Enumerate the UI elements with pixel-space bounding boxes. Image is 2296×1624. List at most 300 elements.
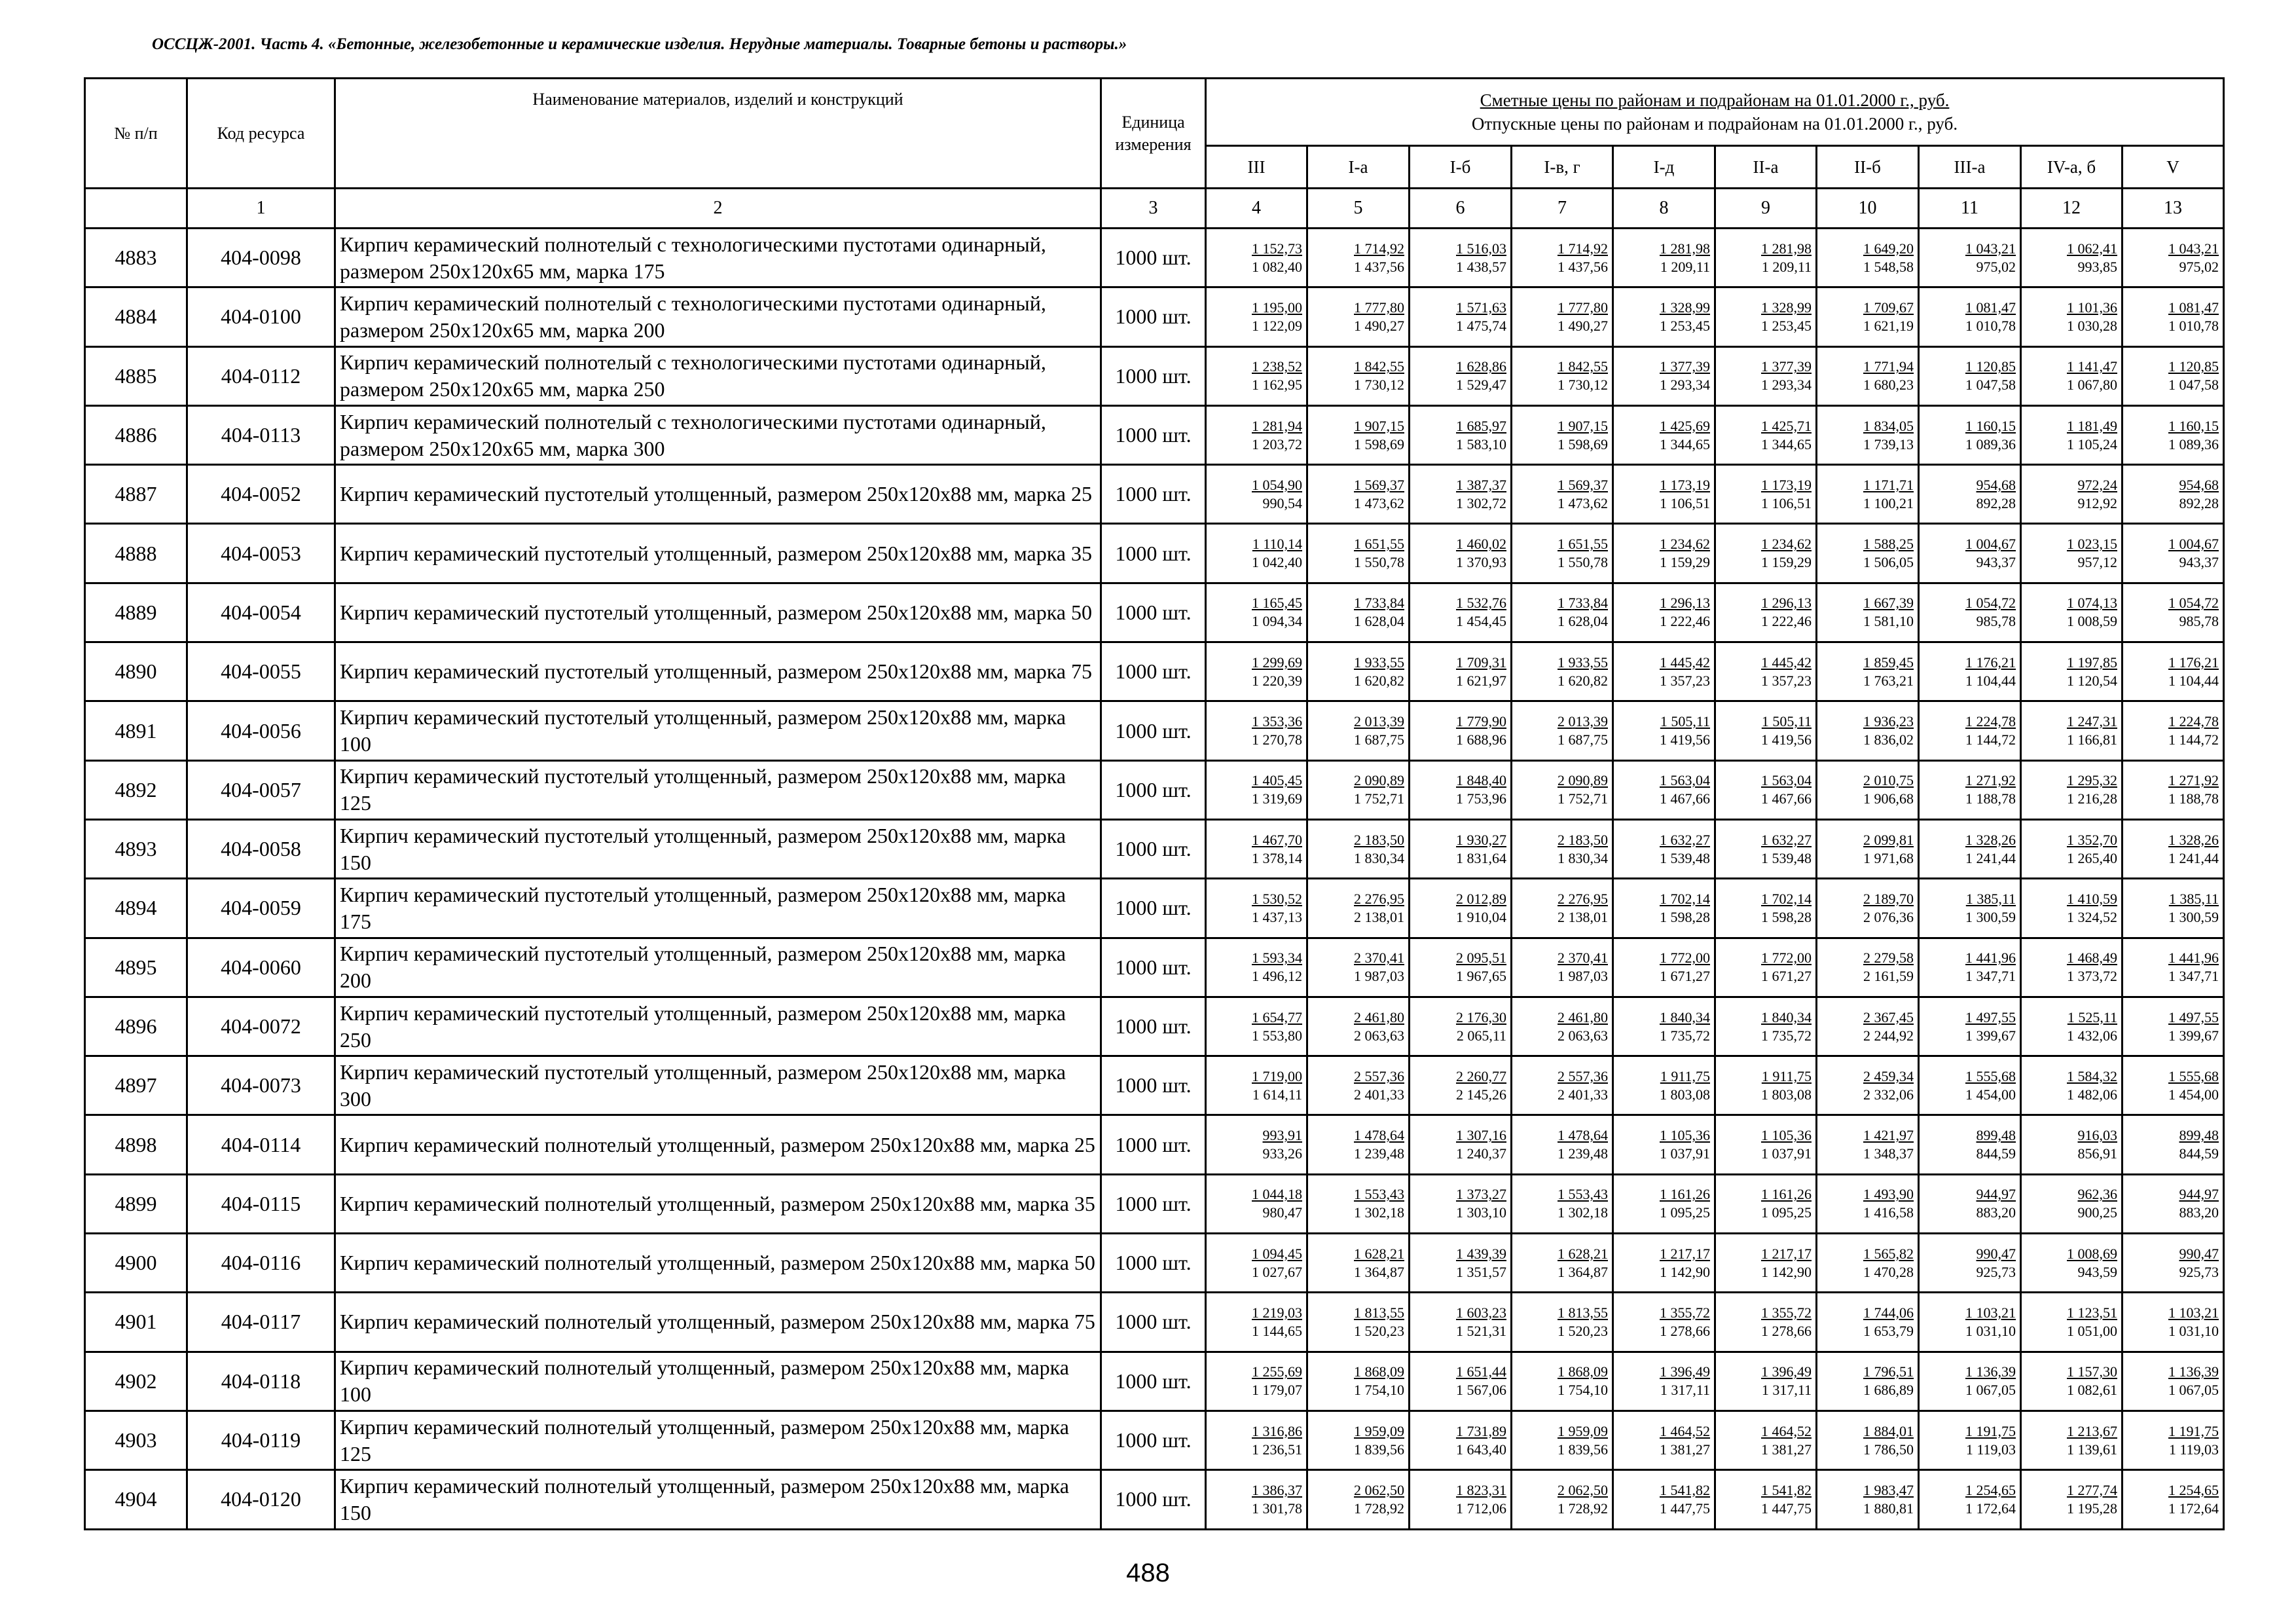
release-price: 1 300,59	[2168, 908, 2219, 925]
material-name: Кирпич керамический пустотелый утолщенный, размером 250х120х88 мм, марка 100	[335, 701, 1101, 760]
release-price: 1 583,10	[1456, 435, 1506, 452]
estimate-price: 1 884,01	[1863, 1422, 1914, 1439]
price-cell	[1817, 1234, 1919, 1293]
material-name: Кирпич керамический полнотелый утолщенный, размером 250х120х88 мм, марка 100	[335, 1352, 1101, 1411]
header-column-number: 7	[1512, 189, 1613, 229]
release-price: 1 437,56	[1558, 258, 1608, 275]
price-cell	[1307, 346, 1410, 405]
estimate-price: 1 667,39	[1863, 595, 1914, 612]
price-cell	[1715, 1115, 1817, 1174]
release-price: 1 735,72	[1761, 1027, 1812, 1044]
measure-unit: 1000 шт.	[1101, 879, 1206, 938]
price-cell	[1613, 1470, 1715, 1529]
price-cell	[1206, 1115, 1307, 1174]
release-price: 1 550,78	[1558, 554, 1608, 571]
estimate-price: 1 569,37	[1354, 476, 1404, 493]
price-cell	[1206, 1293, 1307, 1352]
estimate-price: 1 840,34	[1660, 1008, 1710, 1025]
estimate-price: 1 744,06	[1863, 1304, 1914, 1321]
estimate-price: 2 095,51	[1456, 950, 1506, 967]
release-price: 1 317,11	[1660, 1382, 1710, 1399]
header-column-number: 1	[187, 189, 335, 229]
resource-code: 404-0118	[187, 1352, 335, 1411]
release-price: 1 712,06	[1456, 1500, 1506, 1517]
estimate-price: 1 445,42	[1761, 654, 1812, 671]
release-price: 844,59	[1976, 1145, 2016, 1162]
estimate-price: 1 569,37	[1558, 476, 1608, 493]
measure-unit: 1000 шт.	[1101, 1234, 1206, 1293]
price-cell	[1613, 1293, 1715, 1352]
release-price: 1 754,10	[1558, 1382, 1608, 1399]
estimate-price: 1 213,67	[2067, 1422, 2117, 1439]
release-price: 1 839,56	[1354, 1441, 1404, 1458]
price-cell	[1817, 346, 1919, 405]
header-prices	[1206, 79, 2224, 146]
release-price: 1 162,95	[1252, 377, 1302, 394]
release-price: 1 082,61	[2067, 1382, 2117, 1399]
estimate-price: 1 959,09	[1558, 1422, 1608, 1439]
price-cell	[1613, 1411, 1715, 1469]
release-price: 1 399,67	[2168, 1027, 2219, 1044]
price-cell	[2021, 1293, 2123, 1352]
price-cell	[1817, 997, 1919, 1056]
release-price: 1 008,59	[2067, 613, 2117, 630]
price-cell	[2123, 524, 2224, 583]
price-cell	[1919, 819, 2021, 878]
price-cell	[1715, 1470, 1817, 1529]
price-cell	[2021, 583, 2123, 642]
estimate-price: 944,97	[1976, 1186, 2016, 1203]
price-cell	[1410, 701, 1512, 760]
row-number: 4884	[85, 287, 187, 346]
header-region: I-д	[1613, 146, 1715, 189]
estimate-price: 1 377,39	[1761, 358, 1812, 375]
release-price: 1 437,56	[1354, 258, 1404, 275]
header-region: II-а	[1715, 146, 1817, 189]
estimate-price: 1 460,02	[1456, 536, 1506, 553]
material-name: Кирпич керамический пустотелый утолщенный, размером 250х120х88 мм, марка 50	[335, 583, 1101, 642]
price-cell	[1919, 760, 2021, 819]
estimate-price: 1 563,04	[1761, 772, 1812, 789]
release-price: 1 203,72	[1252, 435, 1302, 452]
price-cell	[1512, 1411, 1613, 1469]
release-price: 1 348,37	[1863, 1145, 1914, 1162]
estimate-price: 1 353,36	[1252, 713, 1302, 730]
price-cell	[1715, 1293, 1817, 1352]
price-cell	[2123, 1056, 2224, 1115]
estimate-price: 1 464,52	[1660, 1422, 1710, 1439]
estimate-price: 1 405,45	[1252, 772, 1302, 789]
estimate-price: 1 197,85	[2067, 654, 2117, 671]
release-price: 1 364,87	[1354, 1263, 1404, 1280]
resource-code: 404-0060	[187, 938, 335, 997]
release-price: 1 688,96	[1456, 731, 1506, 748]
price-cell	[1410, 938, 1512, 997]
material-name: Кирпич керамический полнотелый утолщенный, размером 250х120х88 мм, марка 50	[335, 1234, 1101, 1293]
estimate-price: 1 160,15	[2168, 417, 2219, 434]
release-price: 1 047,58	[2168, 377, 2219, 394]
estimate-price: 1 355,72	[1660, 1304, 1710, 1321]
estimate-price: 1 467,70	[1252, 831, 1302, 848]
price-cell	[1817, 287, 1919, 346]
estimate-price: 1 023,15	[2067, 536, 2117, 553]
table-row	[85, 1293, 2224, 1352]
price-cell	[2123, 938, 2224, 997]
table-row	[85, 1115, 2224, 1174]
measure-unit: 1000 шт.	[1101, 997, 1206, 1056]
release-price: 1 447,75	[1761, 1500, 1812, 1517]
price-cell	[1613, 1174, 1715, 1233]
price-cell	[1512, 405, 1613, 464]
row-number: 4889	[85, 583, 187, 642]
release-price: 1 344,65	[1761, 435, 1812, 452]
material-name: Кирпич керамический пустотелый утолщенный, размером 250х120х88 мм, марка 25	[335, 465, 1101, 524]
release-price: 1 047,58	[1965, 377, 2016, 394]
table-row	[85, 583, 2224, 642]
price-cell	[1613, 1352, 1715, 1411]
header-column-number: 5	[1307, 189, 1410, 229]
estimate-price: 1 911,75	[1761, 1067, 1812, 1084]
price-cell	[1206, 405, 1307, 464]
estimate-price: 1 868,09	[1354, 1363, 1404, 1380]
estimate-price: 1 165,45	[1252, 595, 1302, 612]
estimate-price: 1 224,78	[2168, 713, 2219, 730]
estimate-price: 1 516,03	[1456, 240, 1506, 257]
estimate-price: 2 062,50	[1558, 1481, 1608, 1498]
price-cell	[1410, 524, 1512, 583]
price-cell	[1919, 1234, 2021, 1293]
release-price: 1 347,71	[1965, 968, 2016, 985]
estimate-price: 1 094,45	[1252, 1245, 1302, 1262]
estimate-price: 1 772,00	[1660, 950, 1710, 967]
release-price: 1 910,04	[1456, 908, 1506, 925]
estimate-price: 1 176,21	[2168, 654, 2219, 671]
row-number: 4894	[85, 879, 187, 938]
estimate-price: 2 062,50	[1354, 1481, 1404, 1498]
price-cell	[1410, 879, 1512, 938]
resource-code: 404-0112	[187, 346, 335, 405]
row-number: 4897	[85, 1056, 187, 1115]
release-price: 1 831,64	[1456, 849, 1506, 866]
release-price: 1 621,97	[1456, 672, 1506, 689]
release-price: 990,54	[1262, 494, 1302, 511]
price-cell	[1307, 1234, 1410, 1293]
price-cell	[1512, 997, 1613, 1056]
estimate-price: 2 276,95	[1558, 890, 1608, 907]
estimate-price: 1 468,49	[2067, 950, 2117, 967]
price-cell	[1410, 1470, 1512, 1529]
release-price: 1 357,23	[1660, 672, 1710, 689]
resource-code: 404-0053	[187, 524, 335, 583]
row-number: 4892	[85, 760, 187, 819]
header-column-number: 3	[1101, 189, 1206, 229]
row-number: 4888	[85, 524, 187, 583]
estimate-price: 1 421,97	[1863, 1127, 1914, 1144]
estimate-price: 1 191,75	[1965, 1422, 2016, 1439]
release-price: 1 042,40	[1252, 554, 1302, 571]
price-cell	[1206, 760, 1307, 819]
price-cell	[1715, 524, 1817, 583]
price-cell	[1613, 287, 1715, 346]
release-price: 1 454,00	[2168, 1086, 2219, 1103]
price-cell	[1307, 1293, 1410, 1352]
release-price: 1 643,40	[1456, 1441, 1506, 1458]
price-cell	[1206, 879, 1307, 938]
estimate-price: 1 352,70	[2067, 831, 2117, 848]
release-price: 1 752,71	[1354, 790, 1404, 807]
price-cell	[1307, 405, 1410, 464]
price-cell	[1715, 642, 1817, 701]
price-cell	[1307, 1115, 1410, 1174]
header-code: Код ресурса	[187, 79, 335, 189]
price-cell	[1919, 287, 2021, 346]
price-cell	[1817, 938, 1919, 997]
estimate-price: 1 295,32	[2067, 772, 2117, 789]
estimate-price: 1 777,80	[1558, 299, 1608, 316]
release-price: 1 317,11	[1761, 1382, 1812, 1399]
price-cell	[1512, 583, 1613, 642]
estimate-price: 1 105,36	[1761, 1127, 1812, 1144]
material-name: Кирпич керамический полнотелый утолщенный, размером 250х120х88 мм, марка 25	[335, 1115, 1101, 1174]
price-cell	[1715, 405, 1817, 464]
estimate-price: 1 355,72	[1761, 1304, 1812, 1321]
price-cell	[1512, 642, 1613, 701]
material-name: Кирпич керамический полнотелый с технологическими пустотами одинарный, размером 250х120х65 мм, марка 200	[335, 287, 1101, 346]
estimate-price: 1 217,17	[1761, 1245, 1812, 1262]
estimate-price: 1 649,20	[1863, 240, 1914, 257]
estimate-price: 1 702,14	[1660, 890, 1710, 907]
price-cell	[1410, 1234, 1512, 1293]
release-price: 1 786,50	[1863, 1441, 1914, 1458]
price-cell	[2123, 997, 2224, 1056]
table-row	[85, 465, 2224, 524]
release-price: 1 300,59	[1965, 908, 2016, 925]
estimate-price: 1 224,78	[1965, 713, 2016, 730]
estimate-price: 899,48	[1976, 1127, 2016, 1144]
table-row	[85, 405, 2224, 464]
price-cell	[1817, 1115, 1919, 1174]
price-cell	[1817, 405, 1919, 464]
release-price: 1 030,28	[2067, 317, 2117, 334]
release-price: 1 089,36	[1965, 435, 2016, 452]
price-cell	[1613, 997, 1715, 1056]
estimate-price: 2 176,30	[1456, 1008, 1506, 1025]
estimate-price: 2 183,50	[1354, 831, 1404, 848]
price-cell	[1206, 465, 1307, 524]
estimate-price: 1 008,69	[2067, 1245, 2117, 1262]
measure-unit: 1000 шт.	[1101, 1115, 1206, 1174]
estimate-price: 1 834,05	[1863, 417, 1914, 434]
row-number: 4902	[85, 1352, 187, 1411]
price-cell	[1919, 346, 2021, 405]
estimate-price: 1 299,69	[1252, 654, 1302, 671]
release-price: 1 104,44	[2168, 672, 2219, 689]
price-cell	[2021, 1411, 2123, 1469]
price-cell	[1817, 229, 1919, 287]
release-price: 1 278,66	[1660, 1322, 1710, 1339]
estimate-price: 1 054,72	[2168, 595, 2219, 612]
price-cell	[1613, 701, 1715, 760]
release-price: 1 581,10	[1863, 613, 1914, 630]
header-region: II-б	[1817, 146, 1919, 189]
price-cell	[1410, 1411, 1512, 1469]
estimate-price: 1 103,21	[2168, 1304, 2219, 1321]
resource-code: 404-0114	[187, 1115, 335, 1174]
release-price: 1 166,81	[2067, 731, 2117, 748]
price-cell	[2123, 819, 2224, 878]
header-num: № п/п	[85, 79, 187, 189]
release-price: 1 621,19	[1863, 317, 1914, 334]
price-cell	[1410, 642, 1512, 701]
price-cell	[1613, 819, 1715, 878]
release-price: 1 490,27	[1558, 317, 1608, 334]
release-price: 1 253,45	[1761, 317, 1812, 334]
price-cell	[1715, 1411, 1817, 1469]
estimate-price: 1 777,80	[1354, 299, 1404, 316]
price-cell	[1512, 879, 1613, 938]
price-cell	[1410, 229, 1512, 287]
estimate-price: 1 441,96	[1965, 950, 2016, 967]
release-price: 1 142,90	[1761, 1263, 1812, 1280]
document-header: ОССЦЖ-2001. Часть 4. «Бетонные, железобетонные и керамические изделия. Нерудные материалы. Товарные бетоны и растворы.»	[152, 35, 1127, 53]
release-price: 925,73	[2179, 1263, 2219, 1280]
estimate-price: 1 044,18	[1252, 1186, 1302, 1203]
header-column-number: 6	[1410, 189, 1512, 229]
estimate-price: 2 012,89	[1456, 890, 1506, 907]
material-name: Кирпич керамический пустотелый утолщенный, размером 250х120х88 мм, марка 175	[335, 879, 1101, 938]
price-cell	[2021, 701, 2123, 760]
material-name: Кирпич керамический полнотелый с технологическими пустотами одинарный, размером 250х120х65 мм, марка 300	[335, 405, 1101, 464]
estimate-price: 1 731,89	[1456, 1422, 1506, 1439]
estimate-price: 1 219,03	[1252, 1304, 1302, 1321]
estimate-price: 1 493,90	[1863, 1186, 1914, 1203]
estimate-price: 1 254,65	[1965, 1481, 2016, 1498]
estimate-price: 1 254,65	[2168, 1481, 2219, 1498]
estimate-price: 1 628,21	[1558, 1245, 1608, 1262]
release-price: 2 145,26	[1456, 1086, 1506, 1103]
price-cell	[1613, 1056, 1715, 1115]
material-name: Кирпич керамический пустотелый утолщенный, размером 250х120х88 мм, марка 125	[335, 760, 1101, 819]
row-number: 4886	[85, 405, 187, 464]
release-price: 1 195,28	[2067, 1500, 2117, 1517]
price-cell	[2021, 1352, 2123, 1411]
price-cell	[2123, 583, 2224, 642]
release-price: 1 240,37	[1456, 1145, 1506, 1162]
price-cell	[1715, 1352, 1817, 1411]
estimate-price: 1 714,92	[1354, 240, 1404, 257]
estimate-price: 1 425,71	[1761, 417, 1812, 434]
release-price: 1 728,92	[1558, 1500, 1608, 1517]
estimate-price: 1 173,19	[1761, 476, 1812, 493]
table-row	[85, 879, 2224, 938]
estimate-price: 944,97	[2179, 1186, 2219, 1203]
measure-unit: 1000 шт.	[1101, 760, 1206, 819]
release-price: 1 067,05	[2168, 1382, 2219, 1399]
price-cell	[1919, 997, 2021, 1056]
release-price: 1 598,69	[1558, 435, 1608, 452]
row-number: 4895	[85, 938, 187, 997]
release-price: 1 278,66	[1761, 1322, 1812, 1339]
release-price: 1 100,21	[1863, 494, 1914, 511]
release-price: 1 614,11	[1252, 1086, 1302, 1103]
estimate-price: 1 271,92	[2168, 772, 2219, 789]
header-column-number: 2	[335, 189, 1101, 229]
price-cell	[1512, 1234, 1613, 1293]
release-price: 1 620,82	[1558, 672, 1608, 689]
price-cell	[1817, 465, 1919, 524]
price-cell	[2021, 346, 2123, 405]
price-cell	[1817, 524, 1919, 583]
estimate-price: 1 386,37	[1252, 1481, 1302, 1498]
row-number: 4898	[85, 1115, 187, 1174]
estimate-price: 1 868,09	[1558, 1363, 1608, 1380]
release-price: 844,59	[2179, 1145, 2219, 1162]
estimate-price: 1 464,52	[1761, 1422, 1812, 1439]
resource-code: 404-0057	[187, 760, 335, 819]
estimate-price: 1 565,82	[1863, 1245, 1914, 1262]
release-price: 1 120,54	[2067, 672, 2117, 689]
estimate-price: 1 296,13	[1761, 595, 1812, 612]
price-cell	[1715, 465, 1817, 524]
estimate-price: 1 497,55	[2168, 1008, 2219, 1025]
price-cell	[1206, 1470, 1307, 1529]
release-price: 1 031,10	[1965, 1322, 2016, 1339]
price-cell	[1817, 583, 1919, 642]
estimate-price: 1 377,39	[1660, 358, 1710, 375]
price-cell	[1410, 1056, 1512, 1115]
release-price: 1 529,47	[1456, 377, 1506, 394]
price-cell	[1512, 1293, 1613, 1352]
release-price: 1 490,27	[1354, 317, 1404, 334]
estimate-price: 954,68	[2179, 476, 2219, 493]
price-cell	[2021, 1234, 2123, 1293]
price-cell	[1410, 997, 1512, 1056]
estimate-price: 1 120,85	[2168, 358, 2219, 375]
release-price: 1 753,96	[1456, 790, 1506, 807]
material-name: Кирпич керамический пустотелый утолщенный, размером 250х120х88 мм, марка 250	[335, 997, 1101, 1056]
release-price: 1 357,23	[1761, 672, 1812, 689]
release-price: 1 438,57	[1456, 258, 1506, 275]
estimate-price: 2 461,80	[1354, 1008, 1404, 1025]
estimate-price: 1 593,34	[1252, 950, 1302, 967]
price-cell	[1919, 465, 2021, 524]
release-price: 1 119,03	[2168, 1441, 2219, 1458]
estimate-price: 1 081,47	[2168, 299, 2219, 316]
price-cell	[1307, 465, 1410, 524]
release-price: 1 839,56	[1558, 1441, 1608, 1458]
estimate-price: 1 281,94	[1252, 417, 1302, 434]
material-name: Кирпич керамический пустотелый утолщенный, размером 250х120х88 мм, марка 75	[335, 642, 1101, 701]
estimate-price: 2 370,41	[1354, 950, 1404, 967]
row-number: 4904	[85, 1470, 187, 1529]
price-cell	[2021, 287, 2123, 346]
price-cell	[1307, 642, 1410, 701]
price-cell	[2123, 879, 2224, 938]
row-number: 4900	[85, 1234, 187, 1293]
release-price: 883,20	[2179, 1204, 2219, 1221]
release-price: 1 416,58	[1863, 1204, 1914, 1221]
price-cell	[1410, 405, 1512, 464]
release-price: 1 067,05	[1965, 1382, 2016, 1399]
release-price: 2 401,33	[1558, 1086, 1608, 1103]
estimate-price: 2 557,36	[1558, 1067, 1608, 1084]
release-price: 1 119,03	[1965, 1441, 2016, 1458]
release-price: 1 454,00	[1965, 1086, 2016, 1103]
estimate-price: 916,03	[2077, 1127, 2117, 1144]
estimate-price: 1 842,55	[1354, 358, 1404, 375]
estimate-price: 2 370,41	[1558, 950, 1608, 967]
release-price: 1 730,12	[1354, 377, 1404, 394]
